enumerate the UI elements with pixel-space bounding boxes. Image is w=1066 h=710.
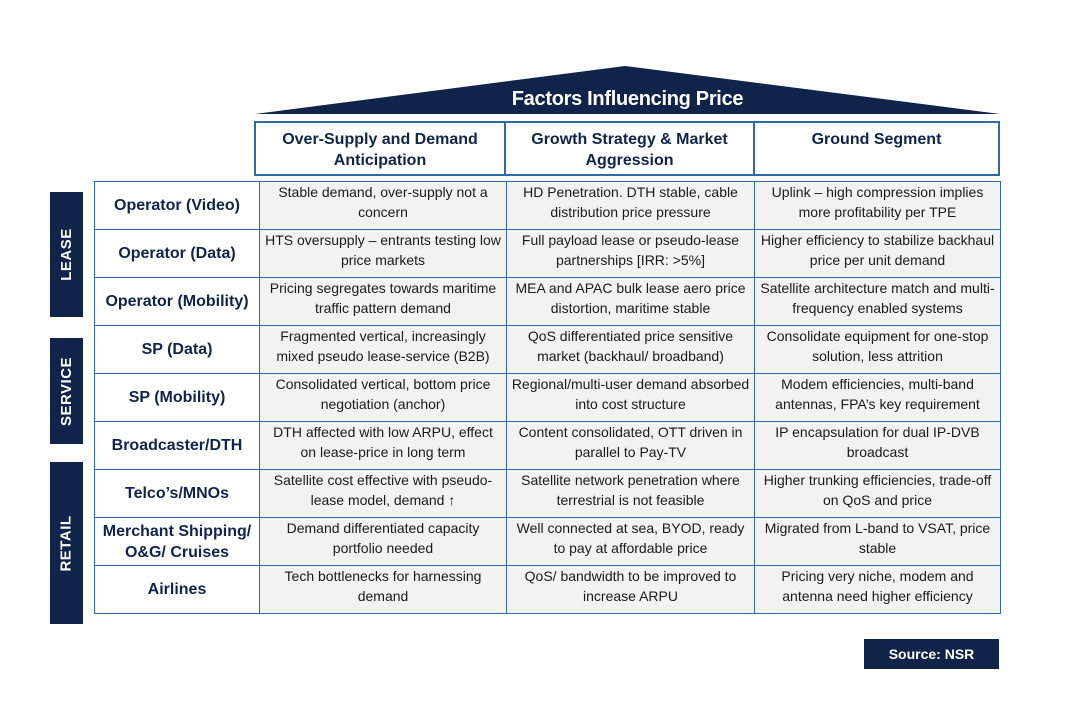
group-label-service: SERVICE: [58, 356, 75, 426]
table-cell: Well connected at sea, BYOD, ready to pay at affordable price: [507, 518, 755, 566]
table-cell: Content consolidated, OTT driven in parallel to Pay-TV: [507, 422, 755, 470]
group-label-lease: LEASE: [58, 228, 76, 281]
table-cell: IP encapsulation for dual IP-DVB broadcast: [755, 422, 1001, 470]
table-row: [95, 230, 1001, 278]
table-cell: Migrated from L-band to VSAT, price stable: [755, 518, 1001, 566]
source-badge: Source: NSR: [864, 639, 999, 669]
table-cell: Consolidate equipment for one-stop solution, less attrition: [755, 326, 1001, 374]
table-row: [95, 422, 1001, 470]
column-header-ground-segment: Ground Segment: [753, 121, 1000, 176]
table-row: [95, 374, 1001, 422]
table-cell: HTS oversupply – entrants testing low price markets: [260, 230, 507, 278]
row-label: Airlines: [95, 566, 260, 614]
factors-table: [94, 181, 1001, 614]
table-cell: Demand differentiated capacity portfolio needed: [260, 518, 507, 566]
column-header-growth-strategy: Growth Strategy & Market Aggression: [504, 121, 755, 176]
table-cell: Higher trunking efficiencies, trade-off on QoS and price: [755, 470, 1001, 518]
table-cell: Modem efficiencies, multi-band antennas, FPA’s key requirement: [755, 374, 1001, 422]
table-row: [95, 566, 1001, 614]
table-cell: Uplink – high compression implies more profitability per TPE: [755, 182, 1001, 230]
row-label: Operator (Mobility): [95, 278, 260, 326]
table-cell: Satellite architecture match and multi-frequency enabled systems: [755, 278, 1001, 326]
row-label: Operator (Video): [95, 182, 260, 230]
group-tab-retail: [50, 462, 83, 624]
row-label: Broadcaster/DTH: [95, 422, 260, 470]
table-cell: QoS differentiated price sensitive market (backhaul/ broadband): [507, 326, 755, 374]
table-cell: HD Penetration. DTH stable, cable distribution price pressure: [507, 182, 755, 230]
table-cell: Stable demand, over-supply not a concern: [260, 182, 507, 230]
page-title: Factors Influencing Price: [511, 88, 744, 110]
row-label: Operator (Data): [95, 230, 260, 278]
table-row: [95, 278, 1001, 326]
table-cell: Fragmented vertical, increasingly mixed pseudo lease-service (B2B): [260, 326, 507, 374]
row-label: Telco’s/MNOs: [95, 470, 260, 518]
table-row: [95, 326, 1001, 374]
column-header-supply-demand: Over-Supply and Demand Anticipation: [254, 121, 506, 176]
table-cell: Satellite cost effective with pseudo-lease model, demand ↑: [260, 470, 507, 518]
table-cell: MEA and APAC bulk lease aero price distortion, maritime stable: [507, 278, 755, 326]
table-cell: QoS/ bandwidth to be improved to increase ARPU: [507, 566, 755, 614]
table-cell: Higher efficiency to stabilize backhaul price per unit demand: [755, 230, 1001, 278]
row-label: Merchant Shipping/ O&G/ Cruises: [95, 518, 260, 566]
table-cell: Full payload lease or pseudo-lease partnerships [IRR: >5%]: [507, 230, 755, 278]
row-label: SP (Data): [95, 326, 260, 374]
roof-header: [255, 64, 1000, 116]
table-cell: Regional/multi-user demand absorbed into cost structure: [507, 374, 755, 422]
table-row: [95, 470, 1001, 518]
group-label-retail: RETAIL: [58, 514, 75, 572]
table-cell: Satellite network penetration where terrestrial is not feasible: [507, 470, 755, 518]
table-row: [95, 518, 1001, 566]
table-cell: Pricing segregates towards maritime traffic pattern demand: [260, 278, 507, 326]
table-cell: Pricing very niche, modem and antenna need higher efficiency: [755, 566, 1001, 614]
table-cell: Tech bottlenecks for harnessing demand: [260, 566, 507, 614]
table-cell: Consolidated vertical, bottom price negotiation (anchor): [260, 374, 507, 422]
table-cell: DTH affected with low ARPU, effect on lease-price in long term: [260, 422, 507, 470]
row-label: SP (Mobility): [95, 374, 260, 422]
group-tab-service: [50, 338, 83, 444]
table-row: [95, 182, 1001, 230]
group-tab-lease: [50, 192, 83, 317]
